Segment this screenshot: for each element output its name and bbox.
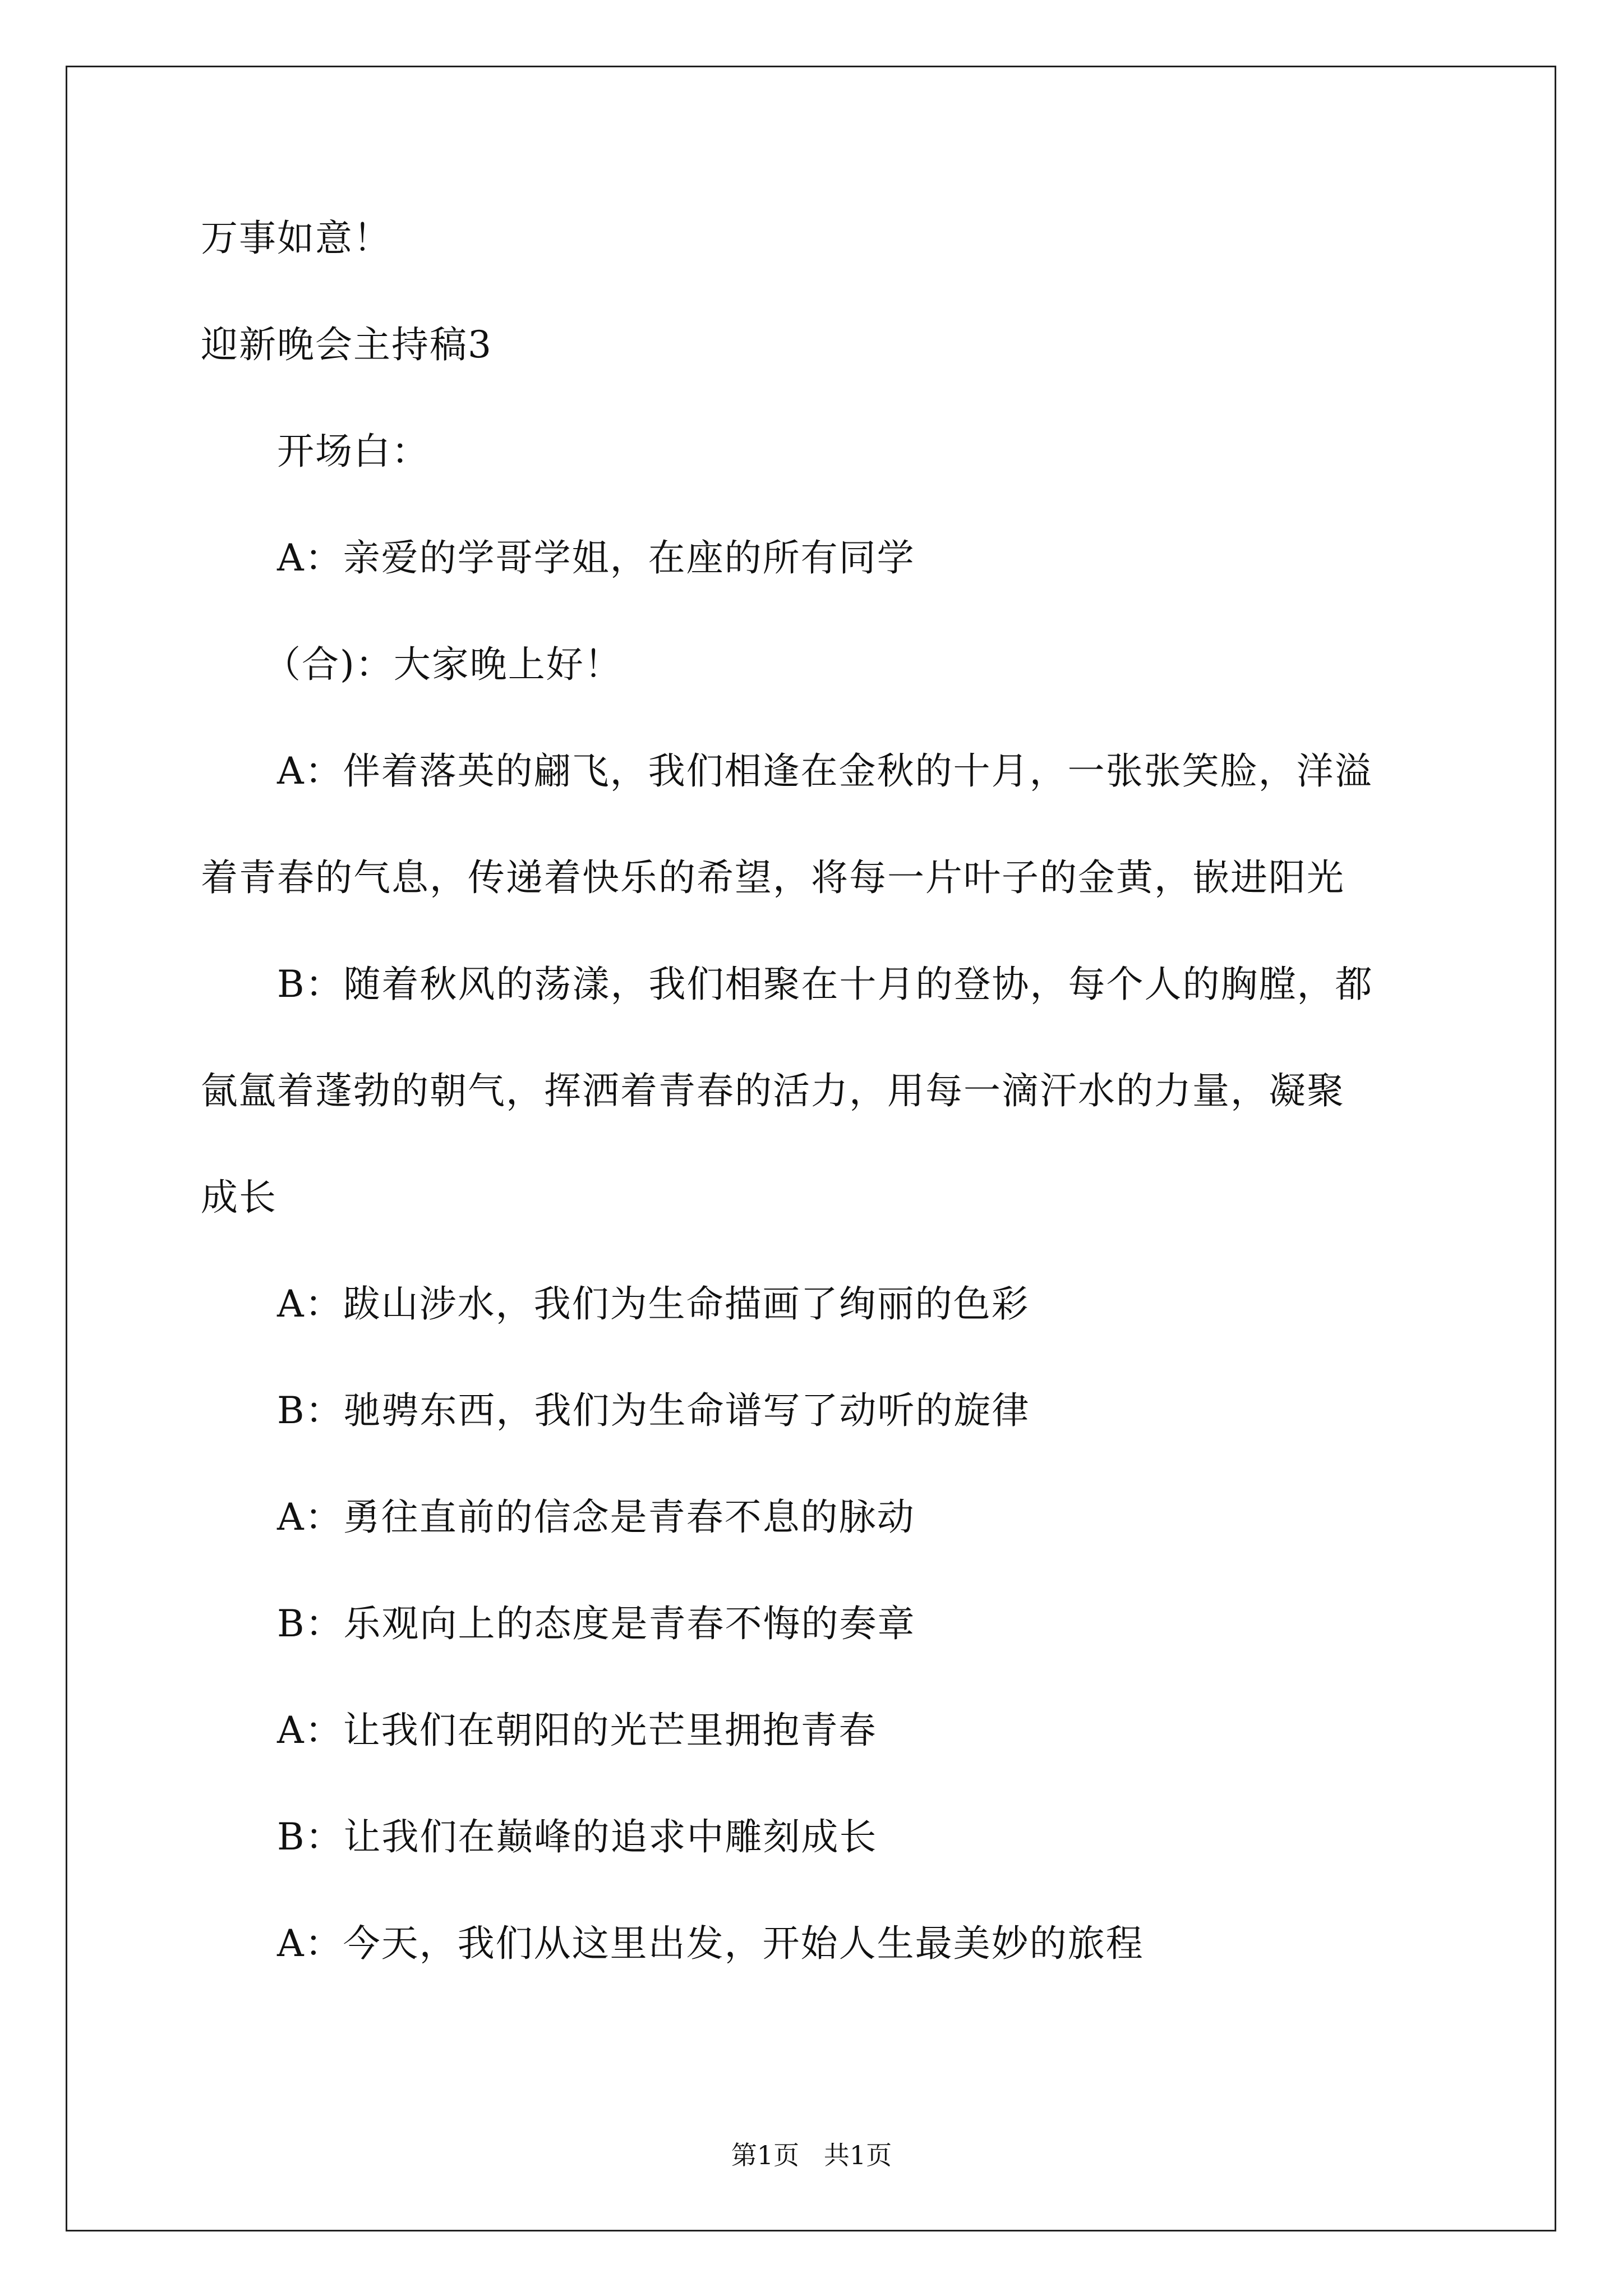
paragraph-line: A：勇往直前的信念是青春不息的脉动 [277, 1496, 915, 1539]
paragraph-line: A：伴着落英的翩飞，我们相逢在金秋的十月，一张张笑脸，洋溢 [277, 749, 1373, 793]
paragraph-line: （合)：大家晚上好！ [264, 643, 623, 686]
paragraph-line: A：亲爱的学哥学姐，在座的所有同学 [277, 536, 915, 579]
paragraph-opening-label: 开场白： [277, 430, 430, 473]
paragraph-line: B：让我们在巅峰的追求中雕刻成长 [277, 1815, 878, 1858]
paragraph-line: A：让我们在朝阳的光芒里拥抱青春 [277, 1709, 877, 1752]
closing-line: 万事如意！ [201, 217, 391, 260]
paragraph-line: 成长 [201, 1176, 277, 1219]
page-border [66, 66, 1556, 2231]
section-title: 迎新晚会主持稿3 [201, 323, 492, 366]
page-footer: 第1页 共1页 [731, 2140, 892, 2170]
paragraph-line: B：驰骋东西，我们为生命谱写了动听的旋律 [277, 1389, 1030, 1432]
paragraph-line: B：随着秋风的荡漾，我们相聚在十月的登协，每个人的胸膛，都 [277, 963, 1373, 1006]
paragraph-line: 着青春的气息，传递着快乐的希望，将每一片叶子的金黄，嵌进阳光 [201, 856, 1345, 899]
paragraph-line: B：乐观向上的态度是青春不悔的奏章 [277, 1602, 916, 1645]
paragraph-line: 氤氲着蓬勃的朝气，挥洒着青春的活力，用每一滴汗水的力量，凝聚 [201, 1069, 1345, 1112]
paragraph-line: A：今天，我们从这里出发，开始人生最美妙的旅程 [277, 1922, 1144, 1965]
paragraph-line: A：跋山涉水，我们为生命描画了绚丽的色彩 [277, 1282, 1030, 1326]
